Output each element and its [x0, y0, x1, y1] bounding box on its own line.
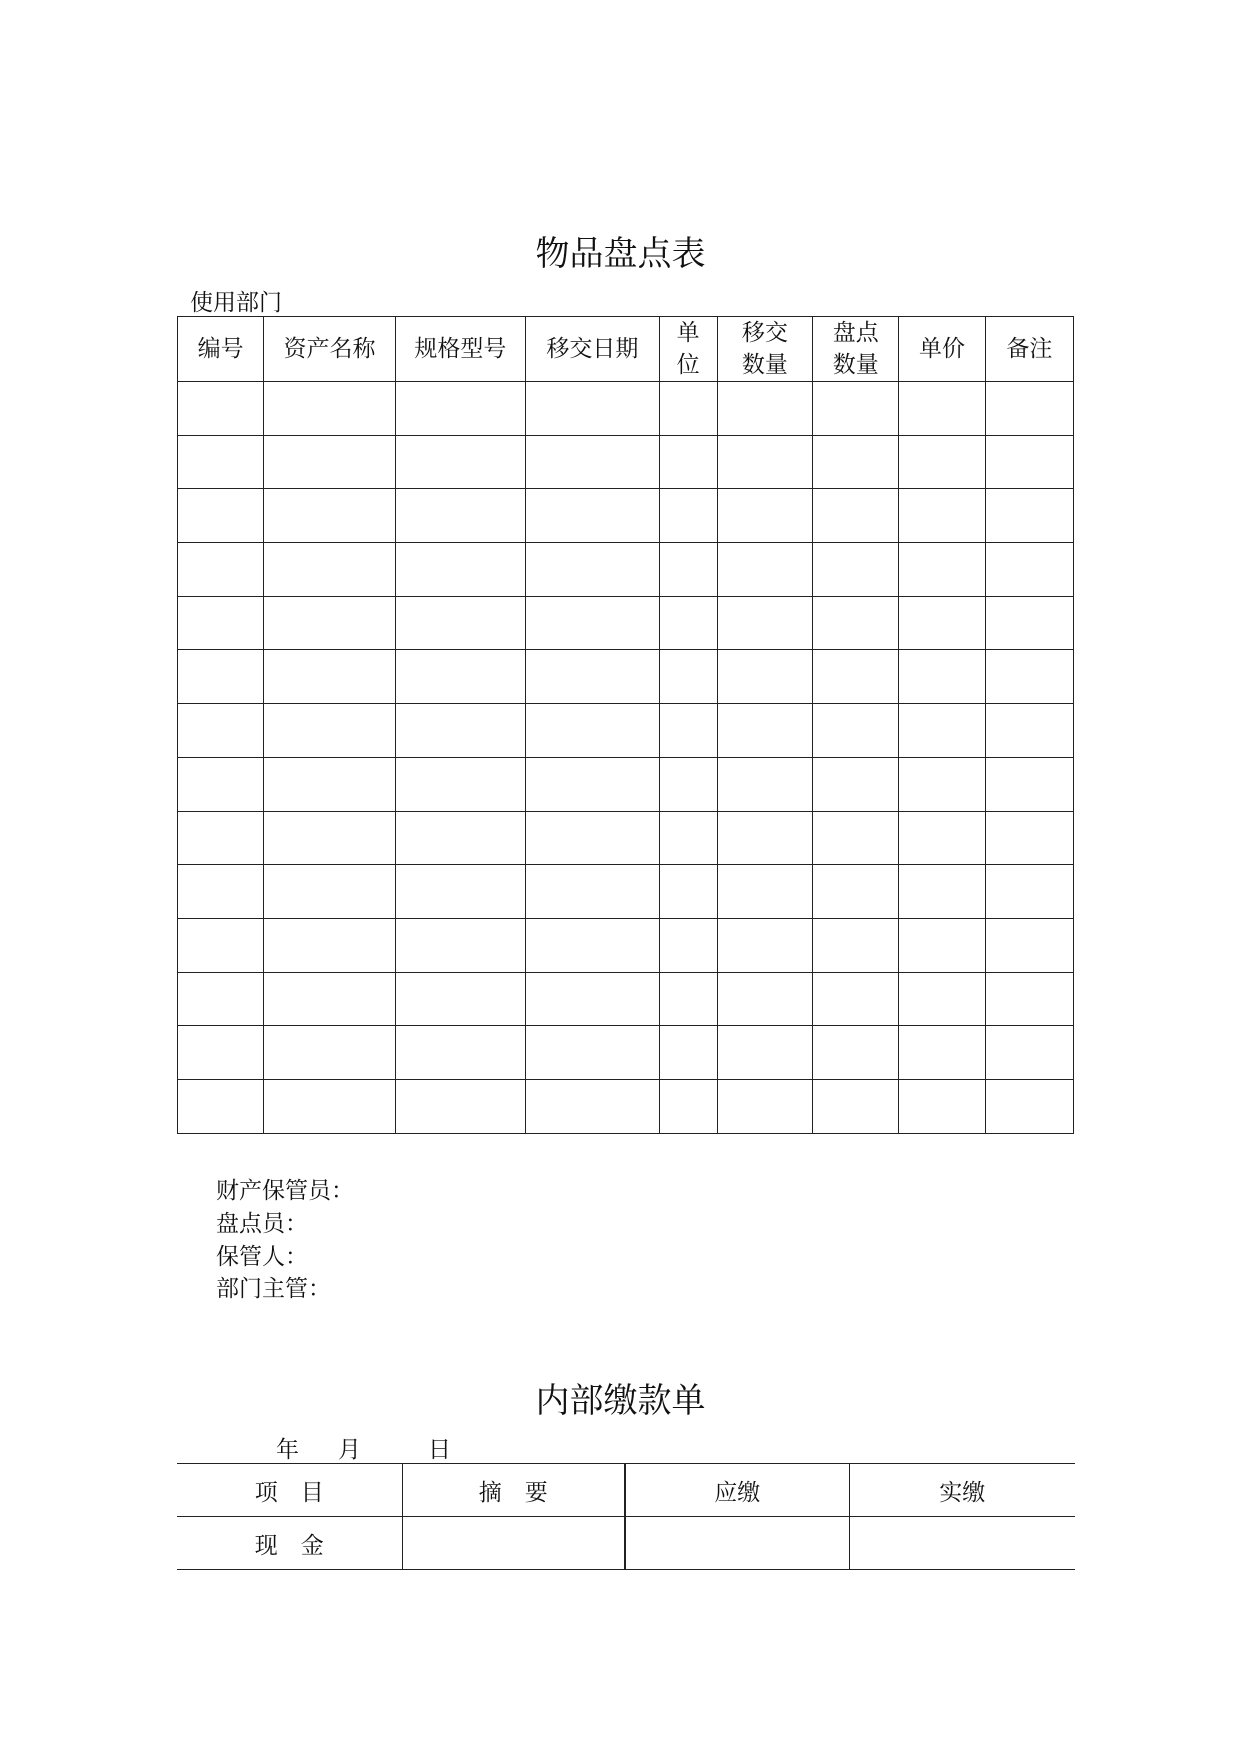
table-cell — [395, 435, 525, 489]
table-cell — [526, 489, 659, 543]
table-cell — [178, 757, 264, 811]
table-cell — [659, 1026, 717, 1080]
table-cell — [899, 757, 985, 811]
table-row — [178, 811, 1074, 865]
table-cell — [717, 972, 812, 1026]
cash-summary-cell — [402, 1517, 625, 1570]
table-cell — [264, 650, 395, 704]
table-cell — [659, 1079, 717, 1133]
table-cell — [813, 435, 899, 489]
table-cell — [717, 918, 812, 972]
table-cell — [985, 811, 1073, 865]
col-header-unit-price: 单价 — [899, 317, 985, 382]
table-cell — [395, 918, 525, 972]
table-cell — [899, 382, 985, 436]
table-cell — [985, 757, 1073, 811]
col-header-item: 项 目 — [177, 1464, 402, 1517]
table-cell — [178, 811, 264, 865]
table-cell — [899, 1079, 985, 1133]
col-header-transfer-qty: 移交 数量 — [717, 317, 812, 382]
table-cell — [659, 811, 717, 865]
table-cell — [526, 918, 659, 972]
table-cell — [659, 543, 717, 597]
table-cell — [264, 757, 395, 811]
table-cell — [899, 596, 985, 650]
table-cell — [526, 435, 659, 489]
table-cell — [899, 489, 985, 543]
table-cell — [717, 757, 812, 811]
table-cell — [178, 650, 264, 704]
table-cell — [899, 811, 985, 865]
table-cell — [264, 1079, 395, 1133]
table-cell — [526, 1079, 659, 1133]
table-cell — [899, 435, 985, 489]
table-cell — [395, 865, 525, 919]
table-cell — [395, 757, 525, 811]
custodian-signature: 财产保管员： — [216, 1178, 354, 1204]
table-cell — [813, 1079, 899, 1133]
table-cell — [178, 382, 264, 436]
table-cell — [178, 1079, 264, 1133]
table-cell — [985, 865, 1073, 919]
table-row — [178, 596, 1074, 650]
table-cell — [526, 543, 659, 597]
table-cell — [717, 865, 812, 919]
table-cell — [395, 704, 525, 758]
table-cell — [178, 704, 264, 758]
table-cell — [395, 489, 525, 543]
table-cell — [264, 489, 395, 543]
table-row — [178, 1026, 1074, 1080]
table-cell — [264, 972, 395, 1026]
table-row — [178, 865, 1074, 919]
col-header-spec: 规格型号 — [395, 317, 525, 382]
table-cell — [659, 918, 717, 972]
table-cell — [395, 1026, 525, 1080]
inventory-table — [177, 316, 1074, 1134]
table-cell — [985, 489, 1073, 543]
inventory-title: 物品盘点表 — [535, 234, 706, 274]
table-cell — [813, 704, 899, 758]
table-cell — [813, 382, 899, 436]
table-cell — [178, 543, 264, 597]
table-row — [178, 1079, 1074, 1133]
table-cell — [526, 865, 659, 919]
table-cell — [264, 704, 395, 758]
table-cell — [985, 382, 1073, 436]
table-cell — [526, 757, 659, 811]
department-label: 使用部门 — [190, 290, 282, 316]
table-cell — [395, 543, 525, 597]
table-cell — [813, 811, 899, 865]
table-cell — [899, 704, 985, 758]
table-cell — [813, 865, 899, 919]
keeper-signature: 保管人： — [216, 1244, 308, 1270]
table-cell — [813, 972, 899, 1026]
col-header-id: 编号 — [178, 317, 264, 382]
table-cell — [526, 596, 659, 650]
payment-title: 内部缴款单 — [535, 1381, 706, 1421]
inventory-header-row — [178, 317, 1074, 382]
table-cell — [264, 543, 395, 597]
table-cell — [717, 704, 812, 758]
table-cell — [985, 1079, 1073, 1133]
table-cell — [395, 382, 525, 436]
date-year-label: 年 — [276, 1437, 299, 1463]
table-cell — [395, 1079, 525, 1133]
table-cell — [985, 972, 1073, 1026]
table-cell — [178, 972, 264, 1026]
date-day-label: 日 — [428, 1437, 451, 1463]
table-cell — [659, 865, 717, 919]
table-cell — [717, 596, 812, 650]
table-cell — [178, 918, 264, 972]
table-cell — [178, 1026, 264, 1080]
table-cell — [813, 757, 899, 811]
table-cell — [813, 489, 899, 543]
table-cell — [264, 865, 395, 919]
table-cell — [264, 1026, 395, 1080]
table-cell — [526, 382, 659, 436]
table-cell — [717, 435, 812, 489]
table-cell — [395, 596, 525, 650]
col-header-summary: 摘 要 — [402, 1464, 625, 1517]
col-header-paid: 实缴 — [849, 1464, 1075, 1517]
table-cell — [985, 918, 1073, 972]
table-cell — [813, 650, 899, 704]
table-cell — [395, 811, 525, 865]
table-row — [178, 704, 1074, 758]
table-cell — [717, 811, 812, 865]
table-cell — [899, 865, 985, 919]
cash-item-cell: 现 金 — [177, 1517, 402, 1570]
table-cell — [264, 382, 395, 436]
table-cell — [985, 1026, 1073, 1080]
table-cell — [178, 865, 264, 919]
table-cell — [717, 650, 812, 704]
table-row — [178, 435, 1074, 489]
payment-table — [177, 1463, 1075, 1570]
cash-paid-cell — [849, 1517, 1075, 1570]
payment-row-cash — [177, 1517, 1075, 1570]
table-cell — [899, 972, 985, 1026]
table-cell — [899, 1026, 985, 1080]
table-row — [178, 757, 1074, 811]
table-cell — [264, 435, 395, 489]
table-cell — [899, 543, 985, 597]
table-cell — [813, 543, 899, 597]
cash-due-cell — [625, 1517, 849, 1570]
table-cell — [395, 972, 525, 1026]
table-row — [178, 489, 1074, 543]
table-cell — [899, 918, 985, 972]
table-cell — [659, 704, 717, 758]
table-row — [178, 650, 1074, 704]
table-cell — [985, 543, 1073, 597]
table-cell — [659, 489, 717, 543]
counter-signature: 盘点员： — [216, 1211, 308, 1237]
col-header-remarks: 备注 — [985, 317, 1073, 382]
col-header-transfer-date: 移交日期 — [526, 317, 659, 382]
table-cell — [717, 543, 812, 597]
table-cell — [659, 650, 717, 704]
table-cell — [813, 1026, 899, 1080]
table-cell — [717, 1026, 812, 1080]
table-cell — [899, 650, 985, 704]
table-cell — [659, 435, 717, 489]
table-cell — [526, 1026, 659, 1080]
table-cell — [659, 757, 717, 811]
table-cell — [813, 596, 899, 650]
table-row — [178, 972, 1074, 1026]
table-cell — [717, 382, 812, 436]
table-row — [178, 918, 1074, 972]
table-cell — [985, 596, 1073, 650]
table-cell — [264, 811, 395, 865]
table-cell — [526, 972, 659, 1026]
table-cell — [659, 596, 717, 650]
table-cell — [526, 811, 659, 865]
col-header-due: 应缴 — [625, 1464, 849, 1517]
table-cell — [178, 489, 264, 543]
payment-header-row — [177, 1464, 1075, 1517]
supervisor-signature: 部门主管： — [216, 1276, 331, 1302]
table-cell — [717, 489, 812, 543]
table-cell — [264, 918, 395, 972]
table-row — [178, 382, 1074, 436]
table-cell — [526, 650, 659, 704]
table-cell — [659, 382, 717, 436]
col-header-unit: 单 位 — [659, 317, 717, 382]
table-cell — [178, 435, 264, 489]
table-cell — [659, 972, 717, 1026]
table-cell — [395, 650, 525, 704]
table-cell — [264, 596, 395, 650]
date-month-label: 月 — [338, 1437, 361, 1463]
table-row — [178, 543, 1074, 597]
col-header-count-qty: 盘点 数量 — [813, 317, 899, 382]
table-cell — [813, 918, 899, 972]
table-cell — [526, 704, 659, 758]
table-cell — [985, 704, 1073, 758]
col-header-asset-name: 资产名称 — [264, 317, 395, 382]
table-cell — [717, 1079, 812, 1133]
table-cell — [985, 435, 1073, 489]
table-cell — [178, 596, 264, 650]
table-cell — [985, 650, 1073, 704]
